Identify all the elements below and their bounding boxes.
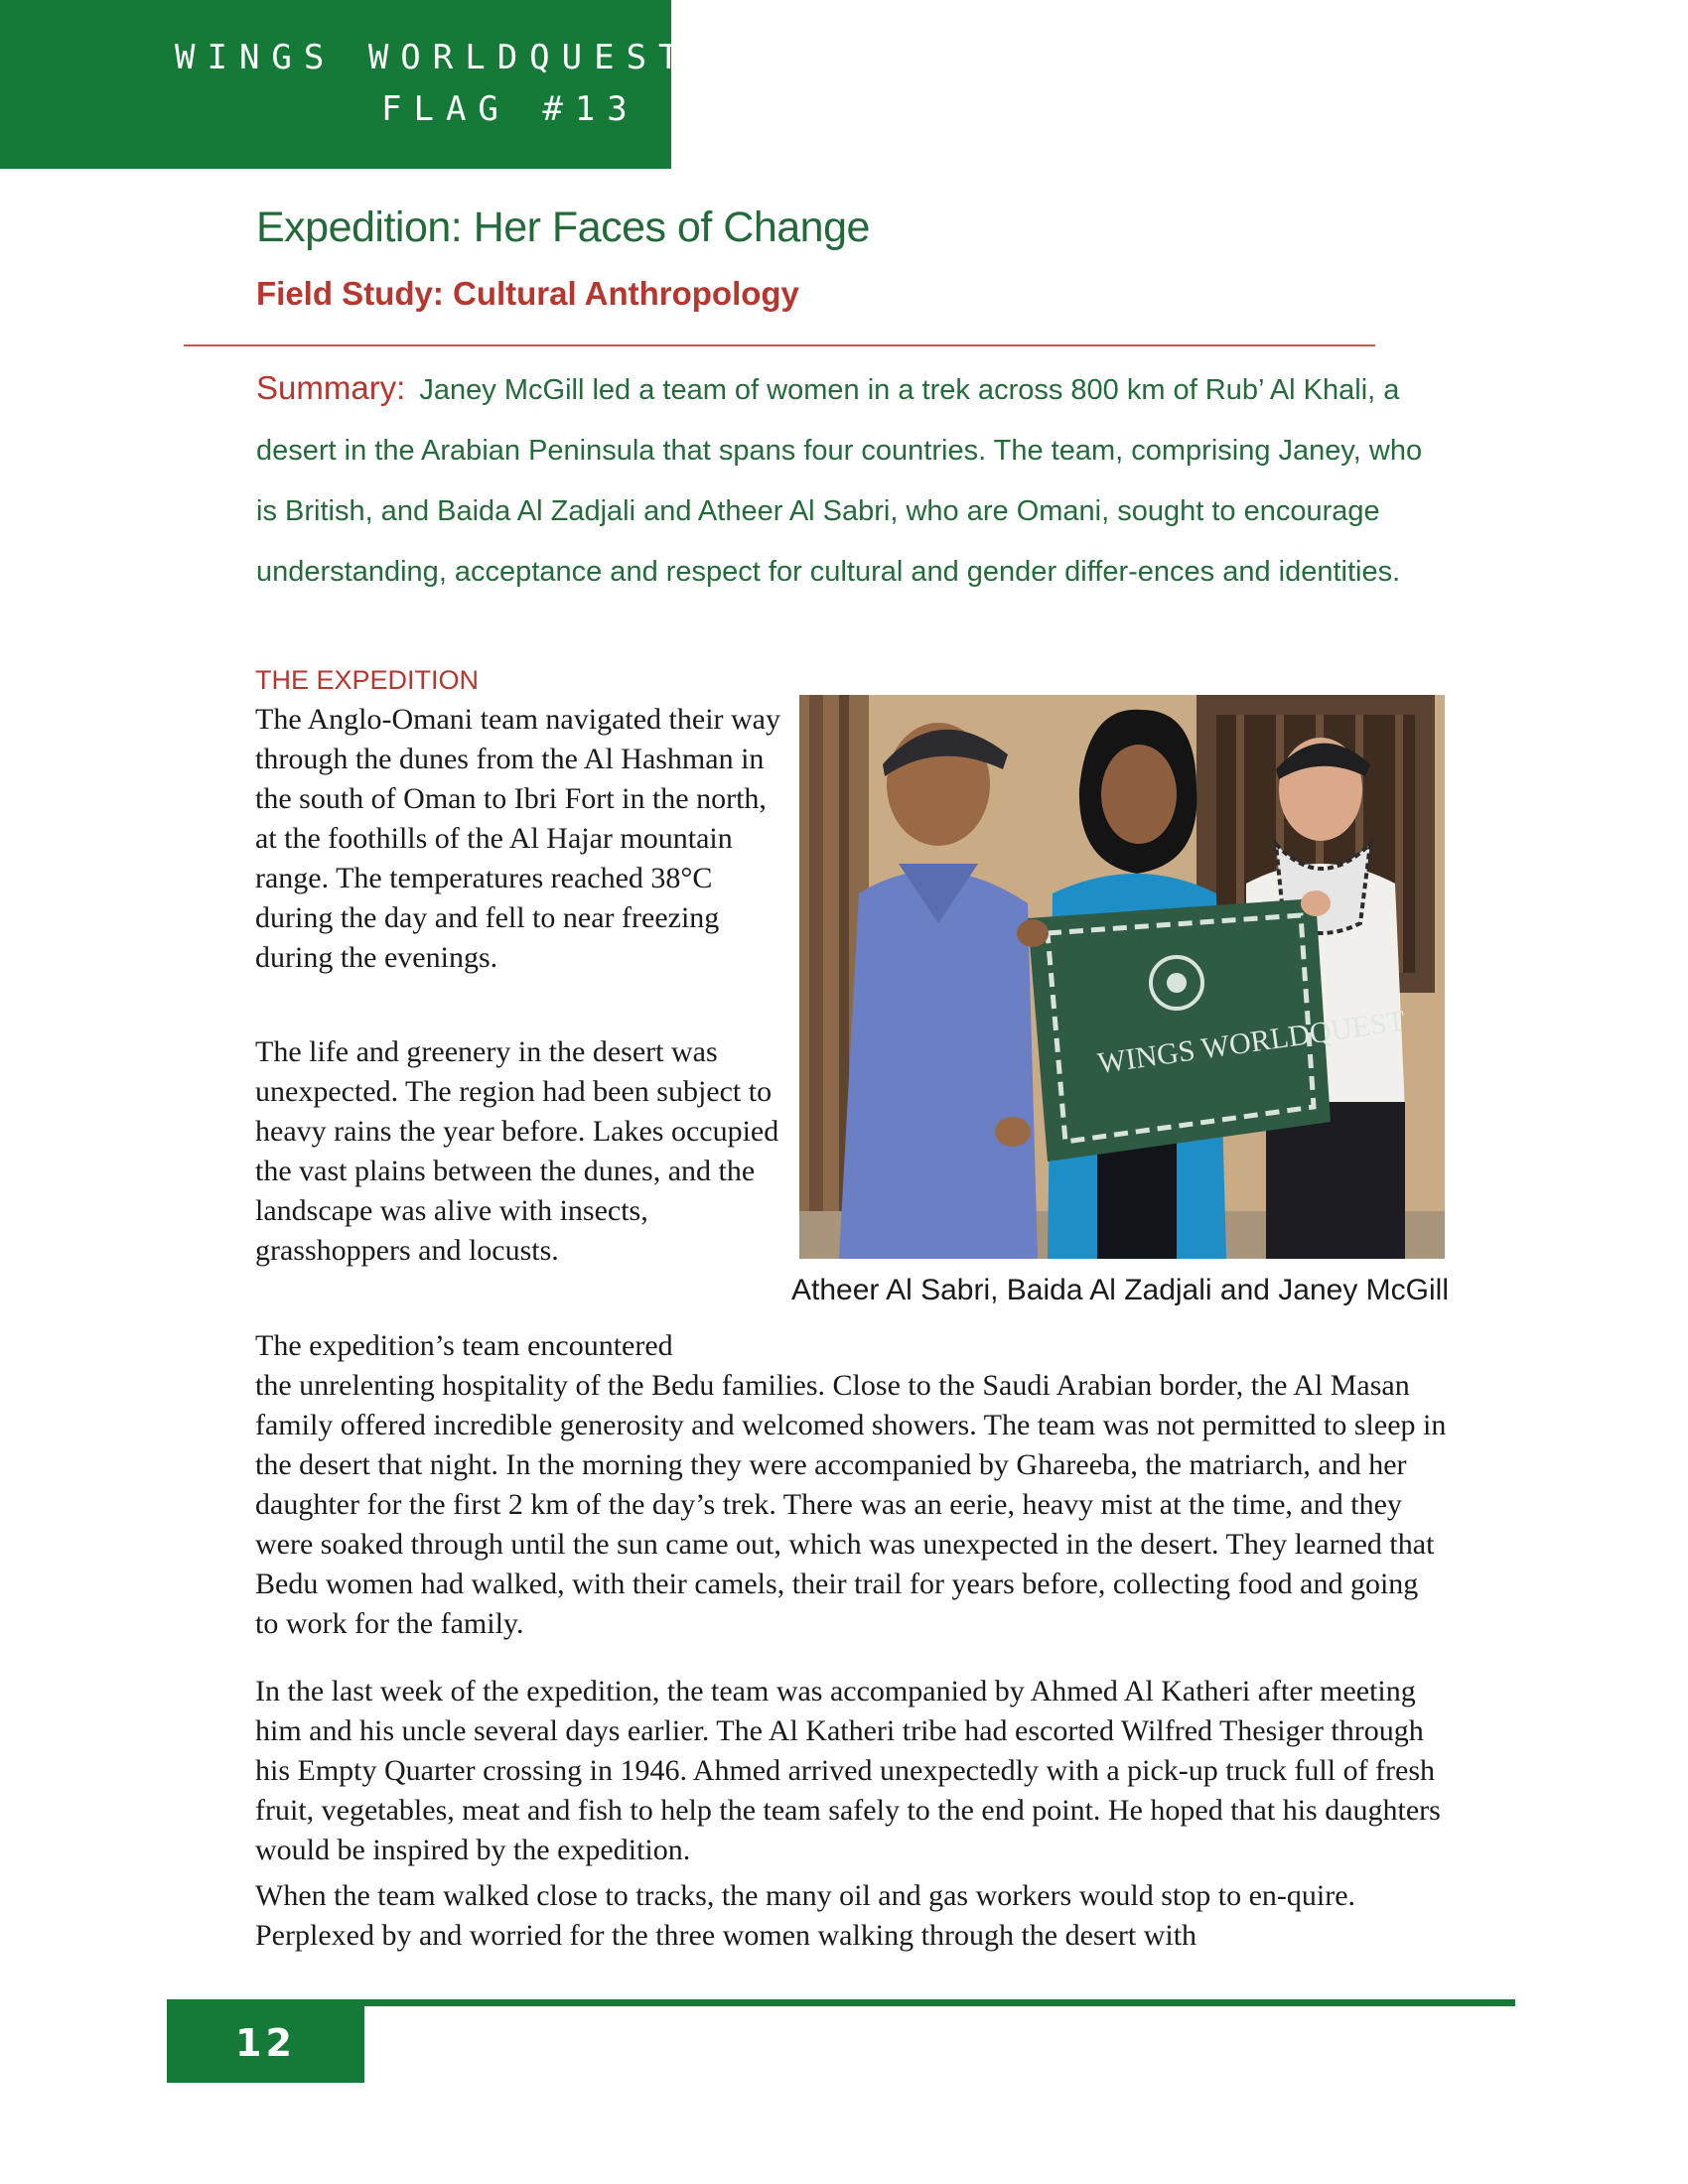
summary-label: Summary: — [256, 369, 406, 406]
field-study-subtitle: Field Study: Cultural Anthropology — [256, 275, 799, 312]
section-heading: THE EXPEDITION — [255, 665, 480, 695]
header-banner — [0, 0, 691, 169]
expedition-photo — [799, 695, 1445, 1259]
summary-text: Janey McGill led a team of women in a trek across 800 km of Rub’ Al Khali, a desert in the Arabian Peninsula that spans four countries. The team, comprising Janey, who is British, and Baida Al Zadjali and Atheer Al Sabri, who are Omani, sought to encourage understanding, acceptance and respect for cultural and gender differ-ences and identities. — [256, 374, 1423, 588]
paragraph-3-body: the unrelenting hospitality of the Bedu families. Close to the Saudi Arabian border, the Al Masan family offered incredible generosity and welcomed showers. The team was not permitted to sleep in the desert that night. In the morning they were accompanied by Ghareeba, the matriarch, and her daughter for the first 2 km of the day’s trek. There was an eerie, heavy mist at the time, and they were soaked through until the sun came out, which was unexpected in the desert. They learned that Bedu women had walked, with their camels, their trail for years before, collecting food and going to work for the family. — [255, 1369, 1447, 1640]
banner-line-1: WINGS WORLDQUEST — [175, 38, 691, 77]
expedition-photo-illustration — [799, 695, 1445, 1259]
summary-block — [256, 357, 1448, 603]
footer-rule — [167, 1999, 1515, 2006]
paragraph-5: When the team walked close to tracks, the many oil and gas workers would stop to en-quire. Perplexed by and worried for the three women walking through the desert with — [255, 1879, 1356, 1952]
page-title: Expedition: Her Faces of Change — [256, 204, 870, 251]
paragraph-3-lead: The expedition’s team encountered — [255, 1329, 673, 1362]
top-divider — [184, 344, 1375, 346]
banner-line-2: FLAG #13 — [381, 89, 639, 129]
paragraph-1: The Anglo-Omani team navigated their way through the dunes from the Al Hashman in the south of Oman to Ibri Fort in the north, at the foothills of the Al Hajar mountain range. The temperatures reached 38°C during the day and fell to near freezing during the evenings. — [255, 703, 780, 974]
paragraph-4: In the last week of the expedition, the team was accompanied by Ahmed Al Katheri after meeting him and his uncle several days earlier. The Al Katheri tribe had escorted Wilfred Thesiger through his Empty Quarter crossing in 1946. Ahmed arrived unexpectedly with a pick-up truck full of fresh fruit, vegetables, meat and fish to help the team safely to the end point. He hoped that his daughters would be inspired by the expedition. — [255, 1675, 1441, 1866]
photo-caption: Atheer Al Sabri, Baida Al Zadjali and Janey McGill — [791, 1274, 1450, 1306]
paragraph-2: The life and greenery in the desert was unexpected. The region had been subject to heavy rains the year before. Lakes occupied the vast plains between the dunes, and the landscape was alive with insects, grasshoppers and locusts. — [255, 1035, 779, 1267]
page-number: 12 — [167, 2003, 364, 2083]
flag-text: WINGS WORLDQUEST — [1095, 1004, 1408, 1080]
